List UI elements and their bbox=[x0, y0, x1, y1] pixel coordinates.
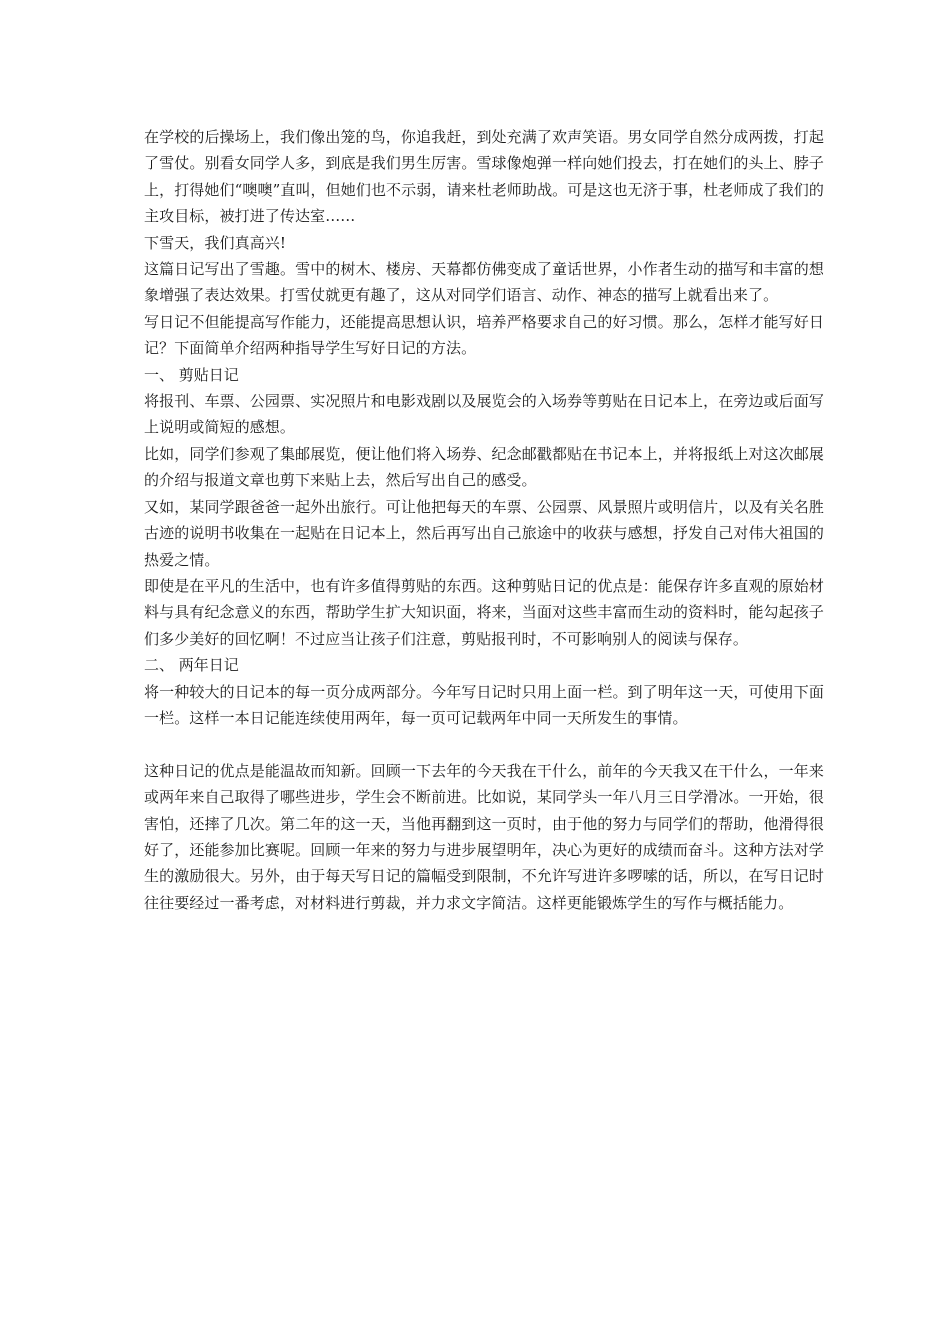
section-heading-clipping-diary: 一、 剪贴日记 bbox=[144, 365, 239, 384]
blank-line bbox=[144, 731, 824, 757]
paragraph-diary-benefits: 写日记不但能提高写作能力，还能提高思想认识，培养严格要求自己的好习惯。那么，怎样才能写好日记？下面简单介绍两种指导学生写好日记的方法。 bbox=[144, 312, 824, 358]
section-heading-two-year-diary: 二、 两年日记 bbox=[144, 656, 239, 675]
paragraph-clipping-advantages: 即使是在平凡的生活中，也有许多值得剪贴的东西。这种剪贴日记的优点是：能保存许多直观的原始材料与具有纪念意义的东西，帮助学生扩大知识面，将来，当面对这些丰富而生动的资料时，能勾起孩子们多少美好的回忆啊！不过应当让孩子们注意，剪贴报刊时，不可影响别人的阅读与保存。 bbox=[144, 576, 824, 648]
paragraph-snowball-fight: 在学校的后操场上，我们像出笼的鸟，你追我赶，到处充满了欢声笑语。男女同学自然分成两拨，打起了雪仗。别看女同学人多，到底是我们男生厉害。雪球像炮弹一样向她们投去，打在她们的头上、脖子上，打得她们“噢噢”直叫，但她们也不示弱，请来杜老师助战。可是这也无济于事，杜老师成了我们的主攻目标，被打进了传达室…… bbox=[144, 128, 824, 226]
paragraph-stamp-example: 比如，同学们参观了集邮展览，便让他们将入场券、纪念邮戳都贴在书记本上，并将报纸上对这次邮展的介绍与报道文章也剪下来贴上去，然后写出自己的感受。 bbox=[144, 444, 824, 490]
paragraph-travel-example: 又如，某同学跟爸爸一起外出旅行。可让他把每天的车票、公园票、风景照片或明信片，以及有关名胜古迹的说明书收集在一起贴在日记本上，然后再写出自己旅途中的收获与感想，抒发自己对伟大祖国的热爱之情。 bbox=[144, 497, 824, 569]
paragraph-two-year-advantages: 这种日记的优点是能温故而知新。回顾一下去年的今天我在干什么，前年的今天我又在干什么，一年来或两年来自己取得了哪些进步，学生会不断前进。比如说，某同学头一年八月三日学滑冰。一开始，很害怕，还摔了几次。第二年的这一天，当他再翻到这一页时，由于他的努力与同学们的帮助，他滑得很好了，还能参加比赛呢。回顾一年来的努力与进步展望明年，决心为更好的成绩而奋斗。这种方法对学生的激励很大。另外，由于每天写日记的篇幅受到限制，不允许写进许多啰嗦的话，所以，在写日记时往往要经过一番考虑，对材料进行剪裁，并力求文字简洁。这样更能锻炼学生的写作与概括能力。 bbox=[144, 761, 824, 912]
paragraph-clipping-method: 将报刊、车票、公园票、实况照片和电影戏剧以及展览会的入场券等剪贴在日记本上，在旁边或后面写上说明或简短的感想。 bbox=[144, 392, 824, 437]
paragraph-commentary: 这篇日记写出了雪趣。雪中的树木、楼房、天幕都仿佛变成了童话世界，小作者生动的描写和丰富的想象增强了表达效果。打雪仗就更有趣了，这从对同学们语言、动作、神态的描写上就看出来了。 bbox=[144, 260, 824, 305]
paragraph-snow-day: 下雪天，我们真高兴! bbox=[144, 233, 287, 252]
paragraph-two-year-method: 将一种较大的日记本的每一页分成两部分。今年写日记时只用上面一栏。到了明年这一天，可使用下面一栏。这样一本日记能连续使用两年，每一页可记载两年中同一天所发生的事情。 bbox=[144, 682, 824, 727]
document-body bbox=[144, 124, 824, 916]
